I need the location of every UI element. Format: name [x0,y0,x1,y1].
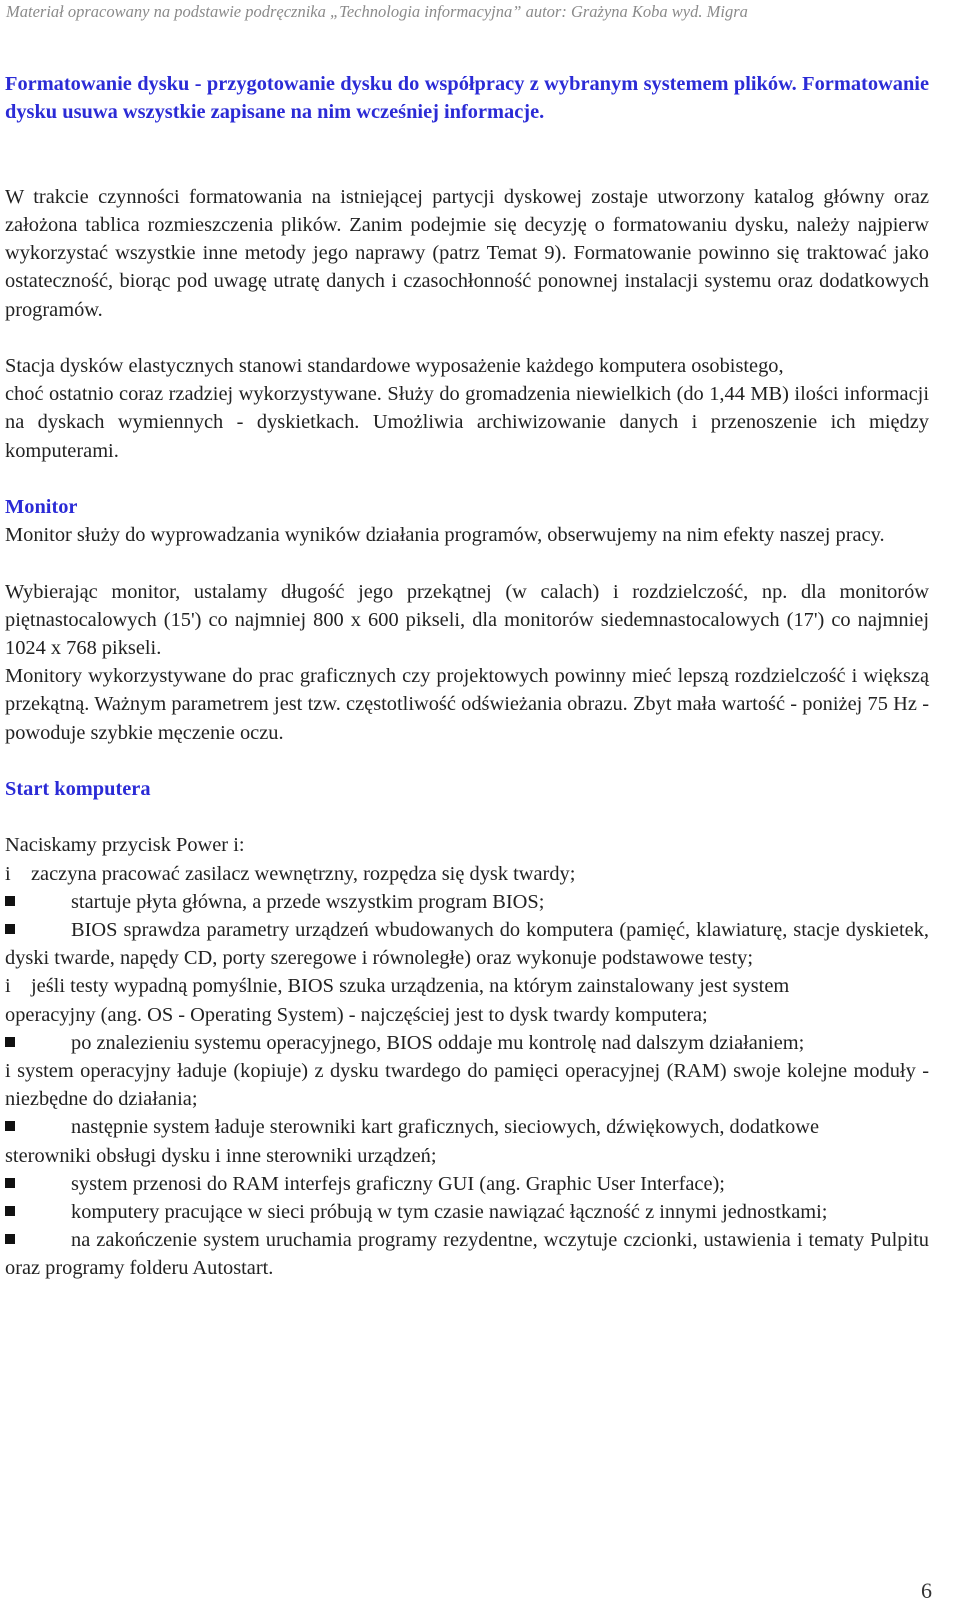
page-header: Materiał opracowany na podstawie podręcznika „Technologia informacyjna” autor: Grażyna Koba wyd. Migra [6,2,748,21]
list-item [5,1029,929,1057]
list-item [5,1113,929,1141]
square-bullet-icon [5,1113,71,1141]
document-body [5,70,929,1283]
square-bullet-icon [5,1198,71,1226]
formatting-paragraph: W trakcie czynności formatowania na istniejącej partycji dyskowej zostaje utworzony katalog główny oraz założona tablica rozmieszczenia plików. Zanim podejmie się decyzję o formatowaniu dysku, należy najpierw wykorzystać wszystkie inne metody jego naprawy (patrz Temat 9). Formatowanie powinno się traktować jako ostateczność, biorąc pod uwagę utratę danych i czasochłonność ponownej instalacji systemu oraz dodatkowych programów. [5,185,929,321]
monitor-paragraph-3: Monitory wykorzystywane do prac graficznych czy projektowych powinny mieć lepszą rozdzielczość i większą przekątną. Ważnym parametrem jest tzw. częstotliwość odświeżania obrazu. Zbyt mała wartość - poniżej 75 Hz - powoduje szybkie męczenie oczu. [5,665,929,744]
monitor-paragraph-2: Wybierając monitor, ustalamy długość jego przekątnej (w calach) i rozdzielczość, np. dla monitorów piętnastocalowych (15') co najmniej 800 x 600 pikseli, dla monitorów siedemnastocalowych (17') co najmniej 1024 x 768 pikseli. [5,580,929,659]
formatting-definition: Formatowanie dysku - przygotowanie dysku do współpracy z wybranym systemem plików. Formatowanie dysku usuwa wszystkie zapisane na nim wcześniej informacje. [5,73,929,124]
list-item [5,860,929,888]
list-item-text: zaczyna pracować zasilacz wewnętrzny, rozpędza się dysk twardy; [31,862,576,885]
page-number: 6 [921,1578,932,1603]
floppy-paragraph: choć ostatnio coraz rzadziej wykorzystywane. Służy do gromadzenia niewielkich (do 1,44 MB) ilości informacji na dyskach wymiennych - dyskietkach. Umożliwia archiwizowanie danych i przenoszenie ich między komputerami. [5,383,929,462]
list-item-text: operacyjny (ang. OS - Operating System) - najczęściej jest to dysk twardy komputera; [5,1003,708,1026]
start-heading: Start komputera [5,777,151,800]
list-item-text: i system operacyjny ładuje (kopiuje) z dysku twardego do pamięci operacyjnej (RAM) swoje kolejne moduły - niezbędne do działania; [5,1060,929,1111]
list-item-text: system przenosi do RAM interfejs graficzny GUI (ang. Graphic User Interface); [71,1172,725,1195]
i-marker: i [5,862,11,885]
list-item [5,1198,929,1226]
i-marker: i [5,975,11,998]
list-item [5,1057,929,1113]
square-bullet-icon [5,1170,71,1198]
list-item [5,1170,929,1198]
square-bullet-icon [5,1226,71,1254]
square-bullet-icon [5,916,71,944]
list-item [5,1226,929,1282]
list-item [5,972,929,1000]
list-item-text: następnie system ładuje sterowniki kart graficznych, sieciowych, dźwiękowych, dodatkowe [71,1116,819,1139]
floppy-paragraph-line1: Stacja dysków elastycznych stanowi standardowe wyposażenie każdego komputera osobistego, [5,354,784,377]
square-bullet-icon [5,1029,71,1057]
list-item-text: na zakończenie system uruchamia programy rezydentne, wczytuje czcionki, ustawienia i tematy Pulpitu oraz programy folderu Autostart. [5,1229,929,1280]
list-item-text: startuje płyta główna, a przede wszystkim program BIOS; [71,890,545,913]
square-bullet-icon [5,888,71,916]
list-item-text: jeśli testy wypadną pomyślnie, BIOS szuka urządzenia, na którym zainstalowany jest system [31,975,790,998]
list-item-text: po znalezieniu systemu operacyjnego, BIOS oddaje mu kontrolę nad dalszym działaniem; [71,1031,805,1054]
list-item [5,1001,929,1029]
start-intro: Naciskamy przycisk Power i: [5,834,245,857]
list-item [5,1142,929,1170]
list-item-text: BIOS sprawdza parametry urządzeń wbudowanych do komputera (pamięć, klawiaturę, stacje dyskietek, dyski twarde, napędy CD, porty szeregowe i równoległe) oraz wykonuje podstawowe testy; [5,918,929,970]
list-item [5,916,929,972]
list-item-text: komputery pracujące w sieci próbują w tym czasie nawiązać łączność z innymi jednostkami; [71,1201,828,1224]
list-item [5,888,929,916]
monitor-paragraph-1: Monitor służy do wyprowadzania wyników działania programów, obserwujemy na nim efekty naszej pracy. [5,524,885,547]
monitor-heading: Monitor [5,495,78,518]
list-item-text: sterowniki obsługi dysku i inne sterowniki urządzeń; [5,1144,437,1167]
